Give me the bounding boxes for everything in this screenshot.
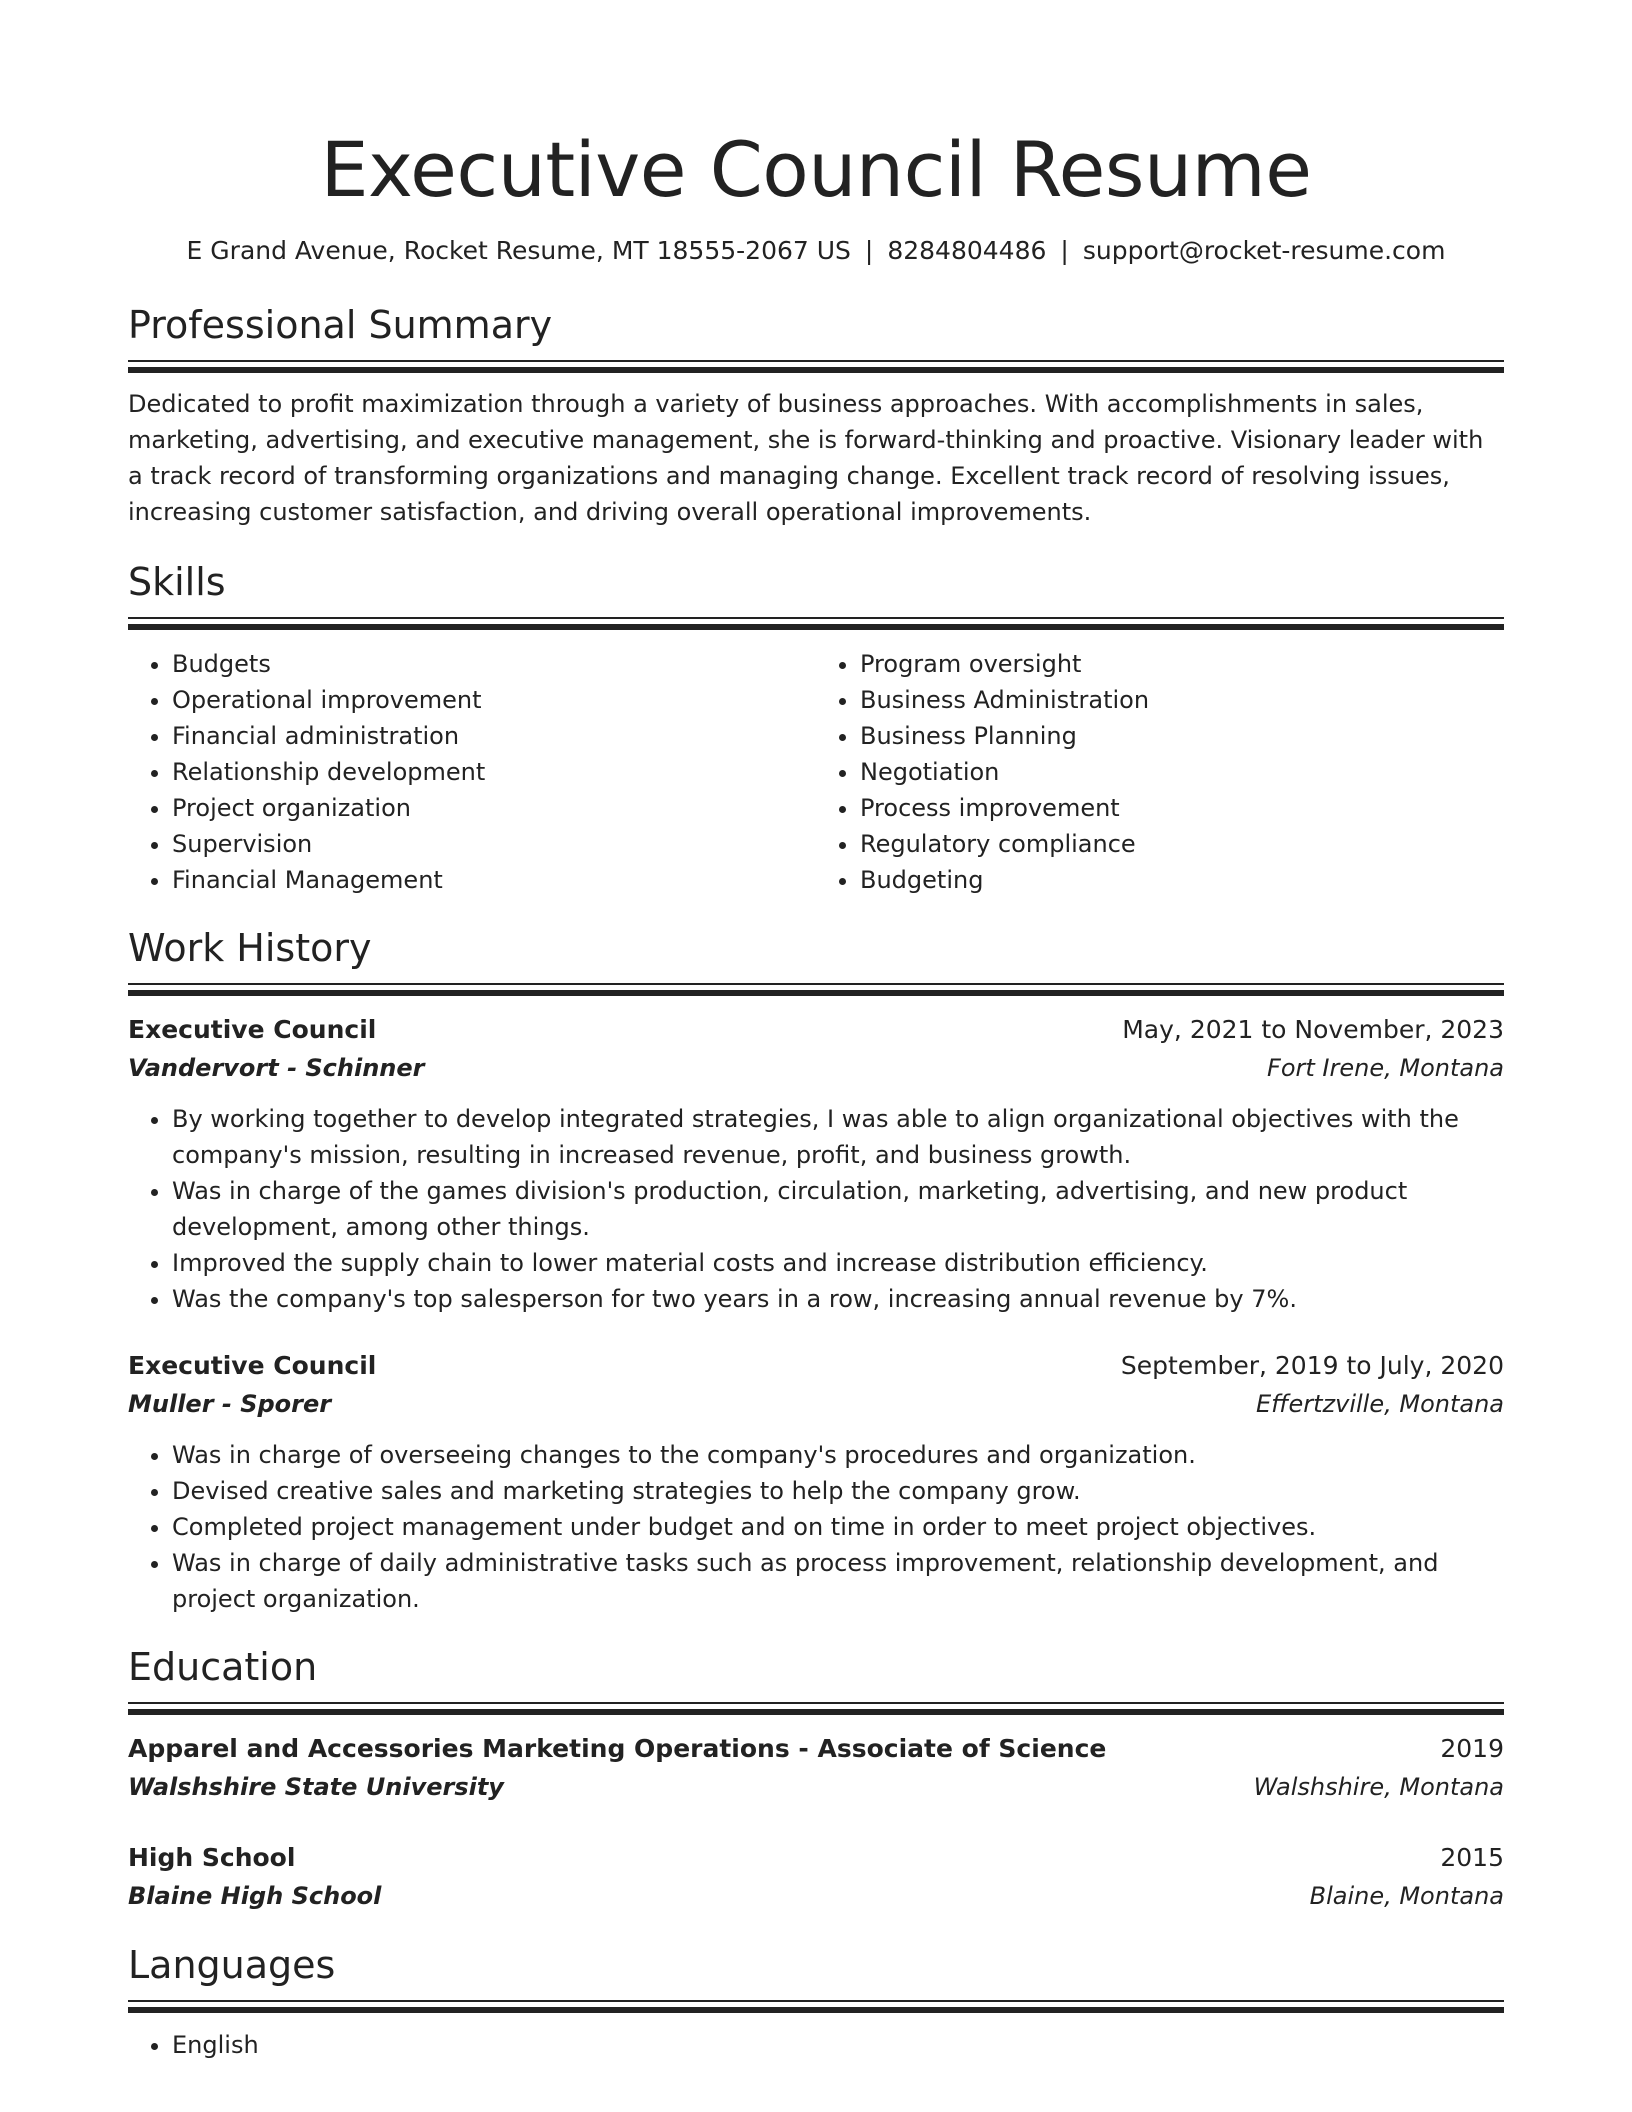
section-title-languages: Languages (128, 1943, 336, 1987)
contact-separator: | (864, 236, 874, 265)
job-entry (128, 1347, 1504, 1617)
education-school-row (128, 1768, 1504, 1806)
education-school: Walshshire State University (128, 1773, 504, 1801)
skill-item: • Financial Management (172, 862, 816, 898)
summary-section (128, 301, 1504, 530)
skill-item: • Program oversight (860, 646, 1504, 682)
section-divider (128, 983, 1504, 996)
job-bullet: • Was in charge of daily administrative tasks such as process improvement, relationship development, and project organization. (172, 1545, 1504, 1617)
skill-item: • Budgets (172, 646, 816, 682)
job-bullets (128, 1437, 1504, 1617)
job-dates: September, 2019 to July, 2020 (1120, 1351, 1504, 1380)
job-bullet: • By working together to develop integrated strategies, I was able to align organizational objectives with the company's mission, resulting in increased revenue, profit, and business growth. (172, 1101, 1504, 1173)
education-year: 2015 (1440, 1843, 1504, 1872)
job-location: Effertzville, Montana (1256, 1390, 1504, 1418)
section-title-education: Education (128, 1645, 318, 1689)
education-school: Blaine High School (128, 1882, 382, 1910)
skill-item: • Business Planning (860, 718, 1504, 754)
education-header-row (128, 1730, 1504, 1768)
skill-item: • Process improvement (860, 790, 1504, 826)
job-bullet: • Devised creative sales and marketing strategies to help the company grow. (172, 1473, 1504, 1509)
work-section (128, 924, 1504, 1617)
section-title-work: Work History (128, 926, 372, 970)
job-header-row (128, 1011, 1504, 1049)
job-company-row (128, 1049, 1504, 1087)
job-bullet: • Was in charge of the games division's production, circulation, marketing, advertising, and new product development, among other things. (172, 1173, 1504, 1245)
job-title: Executive Council (128, 1015, 377, 1044)
section-divider (128, 360, 1504, 373)
section-divider (128, 1702, 1504, 1715)
section-title-skills: Skills (128, 560, 226, 604)
skill-item: • Financial administration (172, 718, 816, 754)
contact-phone: 8284804486 (887, 236, 1047, 265)
contact-line (128, 234, 1504, 268)
language-item: • English (172, 2027, 1504, 2063)
job-dates: May, 2021 to November, 2023 (1122, 1015, 1504, 1044)
skill-item: • Regulatory compliance (860, 826, 1504, 862)
job-bullets (128, 1101, 1504, 1317)
skill-item: • Project organization (172, 790, 816, 826)
contact-email: support@rocket-resume.com (1082, 236, 1446, 265)
section-title-summary: Professional Summary (128, 303, 553, 347)
job-bullet: • Completed project management under budget and on time in order to meet project objectives. (172, 1509, 1504, 1545)
education-degree: Apparel and Accessories Marketing Operations - Associate of Science (128, 1734, 1107, 1763)
skill-item: • Negotiation (860, 754, 1504, 790)
education-degree: High School (128, 1843, 296, 1872)
resume-title: Executive Council Resume (320, 125, 1312, 214)
job-bullet: • Was in charge of overseeing changes to the company's procedures and organization. (172, 1437, 1504, 1473)
languages-list (128, 2027, 1504, 2063)
job-title: Executive Council (128, 1351, 377, 1380)
skills-list-right (816, 646, 1504, 898)
job-bullet: • Improved the supply chain to lower material costs and increase distribution efficiency. (172, 1245, 1504, 1281)
job-company: Muller - Sporer (128, 1390, 332, 1418)
education-location: Blaine, Montana (1309, 1882, 1504, 1910)
contact-separator: | (1060, 236, 1069, 265)
skills-column-left (128, 646, 816, 898)
skill-item: • Relationship development (172, 754, 816, 790)
education-entry (128, 1730, 1504, 1806)
education-entry (128, 1839, 1504, 1915)
education-header-row (128, 1839, 1504, 1877)
skills-list-left (128, 646, 816, 898)
section-divider (128, 617, 1504, 630)
job-location: Fort Irene, Montana (1267, 1054, 1504, 1082)
education-year: 2019 (1440, 1734, 1504, 1763)
job-header-row (128, 1347, 1504, 1385)
job-company-row (128, 1385, 1504, 1423)
skill-item: • Business Administration (860, 682, 1504, 718)
contact-address: E Grand Avenue, Rocket Resume, MT 18555-2067 US (186, 236, 851, 265)
summary-text: Dedicated to profit maximization through a variety of business approaches. With accomplishments in sales, marketing, advertising, and executive management, she is forward-thinking and proactive. Visionary leader with a track record of transforming organizations and managing change. Excellent track record of resolving issues, increasing customer satisfaction, and driving overall operational improvements. (128, 390, 1484, 526)
job-bullet: • Was the company's top salesperson for two years in a row, increasing annual revenue by 7%. (172, 1281, 1504, 1317)
skill-item: • Supervision (172, 826, 816, 862)
section-divider (128, 2000, 1504, 2013)
education-location: Walshshire, Montana (1253, 1773, 1504, 1801)
skill-item: • Budgeting (860, 862, 1504, 898)
education-school-row (128, 1877, 1504, 1915)
languages-section (128, 1941, 1504, 2063)
skill-item: • Operational improvement (172, 682, 816, 718)
education-section (128, 1643, 1504, 1915)
skills-column-right (816, 646, 1504, 898)
skills-grid (128, 646, 1504, 898)
skills-section (128, 558, 1504, 898)
job-entry (128, 1011, 1504, 1317)
job-company: Vandervort - Schinner (128, 1054, 425, 1082)
